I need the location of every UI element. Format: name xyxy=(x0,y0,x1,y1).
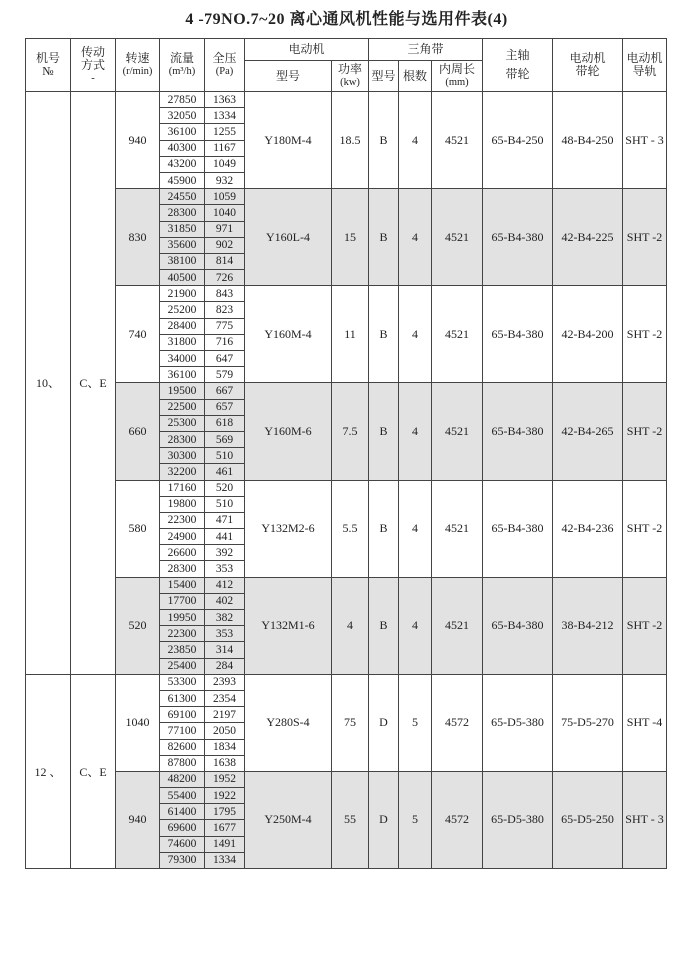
shaft-pulley-cell: 65-B4-380 xyxy=(483,480,553,577)
header-shaft-pulley: 主轴 带轮 xyxy=(483,39,553,92)
performance-table xyxy=(25,38,667,869)
belt-model-cell: B xyxy=(369,383,399,480)
motor-rail-cell: SHT -2 xyxy=(623,577,667,674)
pressure-cell: 1040 xyxy=(205,205,245,221)
flow-cell: 61400 xyxy=(160,804,205,820)
motor-model-cell: Y132M1-6 xyxy=(245,577,332,674)
pressure-cell: 1255 xyxy=(205,124,245,140)
pressure-cell: 314 xyxy=(205,642,245,658)
flow-cell: 79300 xyxy=(160,852,205,868)
flow-cell: 45900 xyxy=(160,172,205,188)
motor-power-cell: 75 xyxy=(332,674,369,771)
motor-pulley-cell: 75-D5-270 xyxy=(553,674,623,771)
motor-power-cell: 5.5 xyxy=(332,480,369,577)
flow-cell: 15400 xyxy=(160,577,205,593)
belt-model-cell: D xyxy=(369,771,399,868)
shaft-pulley-cell: 65-B4-380 xyxy=(483,189,553,286)
motor-power-cell: 15 xyxy=(332,189,369,286)
flow-cell: 28400 xyxy=(160,318,205,334)
pressure-cell: 2393 xyxy=(205,674,245,690)
pressure-cell: 1922 xyxy=(205,788,245,804)
flow-cell: 27850 xyxy=(160,92,205,108)
motor-rail-cell: SHT -2 xyxy=(623,286,667,383)
pressure-cell: 823 xyxy=(205,302,245,318)
header-vbelt: 三角带 xyxy=(369,39,483,61)
header-speed: 转速 (r/min) xyxy=(116,39,160,92)
pressure-cell: 412 xyxy=(205,577,245,593)
flow-cell: 48200 xyxy=(160,771,205,787)
pressure-cell: 441 xyxy=(205,529,245,545)
flow-cell: 22500 xyxy=(160,399,205,415)
belt-length-cell: 4521 xyxy=(432,577,483,674)
flow-cell: 40500 xyxy=(160,270,205,286)
motor-rail-cell: SHT - 3 xyxy=(623,92,667,189)
speed-cell: 830 xyxy=(116,189,160,286)
table-row xyxy=(26,383,667,399)
drive-mode-cell: C、E xyxy=(71,92,116,675)
flow-cell: 31800 xyxy=(160,334,205,350)
pressure-cell: 618 xyxy=(205,415,245,431)
pressure-cell: 579 xyxy=(205,367,245,383)
motor-pulley-cell: 42-B4-225 xyxy=(553,189,623,286)
motor-pulley-cell: 42-B4-236 xyxy=(553,480,623,577)
pressure-cell: 814 xyxy=(205,253,245,269)
table-body xyxy=(26,92,667,869)
belt-model-cell: B xyxy=(369,577,399,674)
flow-cell: 38100 xyxy=(160,253,205,269)
motor-pulley-cell: 42-B4-265 xyxy=(553,383,623,480)
flow-cell: 25200 xyxy=(160,302,205,318)
pressure-cell: 353 xyxy=(205,561,245,577)
machine-no-cell: 10、 xyxy=(26,92,71,675)
belt-length-cell: 4521 xyxy=(432,286,483,383)
belt-count-cell: 4 xyxy=(399,92,432,189)
speed-cell: 940 xyxy=(116,771,160,868)
motor-model-cell: Y280S-4 xyxy=(245,674,332,771)
pressure-cell: 510 xyxy=(205,496,245,512)
shaft-pulley-cell: 65-B4-380 xyxy=(483,286,553,383)
flow-cell: 17700 xyxy=(160,593,205,609)
belt-length-cell: 4572 xyxy=(432,674,483,771)
flow-cell: 30300 xyxy=(160,448,205,464)
header-motor: 电动机 xyxy=(245,39,369,61)
shaft-pulley-cell: 65-B4-250 xyxy=(483,92,553,189)
pressure-cell: 1795 xyxy=(205,804,245,820)
speed-cell: 940 xyxy=(116,92,160,189)
speed-cell: 580 xyxy=(116,480,160,577)
flow-cell: 19800 xyxy=(160,496,205,512)
motor-power-cell: 55 xyxy=(332,771,369,868)
header-drive-mode: 传动 方式 - xyxy=(71,39,116,92)
motor-power-cell: 4 xyxy=(332,577,369,674)
belt-count-cell: 4 xyxy=(399,189,432,286)
motor-rail-cell: SHT -2 xyxy=(623,383,667,480)
pressure-cell: 1952 xyxy=(205,771,245,787)
pressure-cell: 402 xyxy=(205,593,245,609)
flow-cell: 35600 xyxy=(160,237,205,253)
drive-mode-cell: C、E xyxy=(71,674,116,868)
flow-cell: 53300 xyxy=(160,674,205,690)
pressure-cell: 1049 xyxy=(205,156,245,172)
machine-no-cell: 12 、 xyxy=(26,674,71,868)
table-row xyxy=(26,674,667,690)
header-motor-model: 型号 xyxy=(245,61,332,92)
shaft-pulley-cell: 65-B4-380 xyxy=(483,383,553,480)
motor-rail-cell: SHT -4 xyxy=(623,674,667,771)
motor-pulley-cell: 38-B4-212 xyxy=(553,577,623,674)
page-title: 4 -79NO.7~20 离心通风机性能与选用件表(4) xyxy=(185,11,508,28)
motor-rail-cell: SHT - 3 xyxy=(623,771,667,868)
flow-cell: 55400 xyxy=(160,788,205,804)
table-row xyxy=(26,577,667,593)
belt-count-cell: 4 xyxy=(399,383,432,480)
pressure-cell: 382 xyxy=(205,610,245,626)
pressure-cell: 1059 xyxy=(205,189,245,205)
flow-cell: 36100 xyxy=(160,124,205,140)
pressure-cell: 284 xyxy=(205,658,245,674)
header-belt-model: 型号 xyxy=(369,61,399,92)
pressure-cell: 1638 xyxy=(205,755,245,771)
belt-length-cell: 4521 xyxy=(432,189,483,286)
flow-cell: 82600 xyxy=(160,739,205,755)
shaft-pulley-cell: 65-D5-380 xyxy=(483,674,553,771)
pressure-cell: 1491 xyxy=(205,836,245,852)
belt-model-cell: B xyxy=(369,189,399,286)
pressure-cell: 471 xyxy=(205,512,245,528)
pressure-cell: 657 xyxy=(205,399,245,415)
belt-model-cell: B xyxy=(369,286,399,383)
flow-cell: 36100 xyxy=(160,367,205,383)
flow-cell: 34000 xyxy=(160,351,205,367)
header-motor-rail: 电动机 导轨 xyxy=(623,39,667,92)
pressure-cell: 461 xyxy=(205,464,245,480)
shaft-pulley-cell: 65-D5-380 xyxy=(483,771,553,868)
pressure-cell: 2050 xyxy=(205,723,245,739)
pressure-cell: 932 xyxy=(205,172,245,188)
pressure-cell: 2354 xyxy=(205,690,245,706)
header-machine-no: 机号 № xyxy=(26,39,71,92)
flow-cell: 40300 xyxy=(160,140,205,156)
flow-cell: 24550 xyxy=(160,189,205,205)
flow-cell: 17160 xyxy=(160,480,205,496)
flow-cell: 19500 xyxy=(160,383,205,399)
shaft-pulley-cell: 65-B4-380 xyxy=(483,577,553,674)
header-motor-pulley: 电动机 带轮 xyxy=(553,39,623,92)
pressure-cell: 569 xyxy=(205,431,245,447)
header-motor-power: 功率 (kw) xyxy=(332,61,369,92)
flow-cell: 43200 xyxy=(160,156,205,172)
speed-cell: 740 xyxy=(116,286,160,383)
flow-cell: 74600 xyxy=(160,836,205,852)
pressure-cell: 667 xyxy=(205,383,245,399)
motor-power-cell: 18.5 xyxy=(332,92,369,189)
pressure-cell: 1363 xyxy=(205,92,245,108)
pressure-cell: 971 xyxy=(205,221,245,237)
pressure-cell: 353 xyxy=(205,626,245,642)
flow-cell: 69600 xyxy=(160,820,205,836)
belt-count-cell: 4 xyxy=(399,286,432,383)
pressure-cell: 716 xyxy=(205,334,245,350)
flow-cell: 19950 xyxy=(160,610,205,626)
speed-cell: 660 xyxy=(116,383,160,480)
belt-length-cell: 4572 xyxy=(432,771,483,868)
flow-cell: 61300 xyxy=(160,690,205,706)
pressure-cell: 1677 xyxy=(205,820,245,836)
table-row xyxy=(26,771,667,787)
table-row xyxy=(26,480,667,496)
pressure-cell: 1334 xyxy=(205,108,245,124)
belt-length-cell: 4521 xyxy=(432,92,483,189)
flow-cell: 69100 xyxy=(160,707,205,723)
belt-length-cell: 4521 xyxy=(432,383,483,480)
pressure-cell: 843 xyxy=(205,286,245,302)
pressure-cell: 2197 xyxy=(205,707,245,723)
motor-model-cell: Y160M-4 xyxy=(245,286,332,383)
flow-cell: 21900 xyxy=(160,286,205,302)
flow-cell: 28300 xyxy=(160,205,205,221)
pressure-cell: 520 xyxy=(205,480,245,496)
flow-cell: 24900 xyxy=(160,529,205,545)
pressure-cell: 392 xyxy=(205,545,245,561)
header-belt-length: 内周长 (mm) xyxy=(432,61,483,92)
flow-cell: 22300 xyxy=(160,512,205,528)
motor-model-cell: Y160L-4 xyxy=(245,189,332,286)
motor-power-cell: 11 xyxy=(332,286,369,383)
belt-count-cell: 5 xyxy=(399,771,432,868)
pressure-cell: 647 xyxy=(205,351,245,367)
flow-cell: 32050 xyxy=(160,108,205,124)
motor-pulley-cell: 42-B4-200 xyxy=(553,286,623,383)
pressure-cell: 1334 xyxy=(205,852,245,868)
flow-cell: 77100 xyxy=(160,723,205,739)
flow-cell: 25300 xyxy=(160,415,205,431)
table-row xyxy=(26,189,667,205)
motor-model-cell: Y160M-6 xyxy=(245,383,332,480)
flow-cell: 28300 xyxy=(160,561,205,577)
pressure-cell: 902 xyxy=(205,237,245,253)
flow-cell: 22300 xyxy=(160,626,205,642)
flow-cell: 23850 xyxy=(160,642,205,658)
belt-model-cell: B xyxy=(369,480,399,577)
motor-rail-cell: SHT -2 xyxy=(623,480,667,577)
belt-count-cell: 4 xyxy=(399,577,432,674)
motor-rail-cell: SHT -2 xyxy=(623,189,667,286)
belt-model-cell: D xyxy=(369,674,399,771)
pressure-cell: 1167 xyxy=(205,140,245,156)
flow-cell: 25400 xyxy=(160,658,205,674)
motor-model-cell: Y250M-4 xyxy=(245,771,332,868)
speed-cell: 1040 xyxy=(116,674,160,771)
table-row xyxy=(26,92,667,108)
speed-cell: 520 xyxy=(116,577,160,674)
header-belt-count: 根数 xyxy=(399,61,432,92)
flow-cell: 28300 xyxy=(160,431,205,447)
belt-count-cell: 4 xyxy=(399,480,432,577)
belt-count-cell: 5 xyxy=(399,674,432,771)
motor-power-cell: 7.5 xyxy=(332,383,369,480)
flow-cell: 26600 xyxy=(160,545,205,561)
pressure-cell: 726 xyxy=(205,270,245,286)
belt-model-cell: B xyxy=(369,92,399,189)
motor-pulley-cell: 48-B4-250 xyxy=(553,92,623,189)
flow-cell: 31850 xyxy=(160,221,205,237)
pressure-cell: 1834 xyxy=(205,739,245,755)
motor-model-cell: Y132M2-6 xyxy=(245,480,332,577)
header-flow: 流量 (m³/h) xyxy=(160,39,205,92)
flow-cell: 32200 xyxy=(160,464,205,480)
belt-length-cell: 4521 xyxy=(432,480,483,577)
motor-model-cell: Y180M-4 xyxy=(245,92,332,189)
flow-cell: 87800 xyxy=(160,755,205,771)
header-pressure: 全压 (Pa) xyxy=(205,39,245,92)
motor-pulley-cell: 65-D5-250 xyxy=(553,771,623,868)
pressure-cell: 775 xyxy=(205,318,245,334)
table-row xyxy=(26,286,667,302)
pressure-cell: 510 xyxy=(205,448,245,464)
